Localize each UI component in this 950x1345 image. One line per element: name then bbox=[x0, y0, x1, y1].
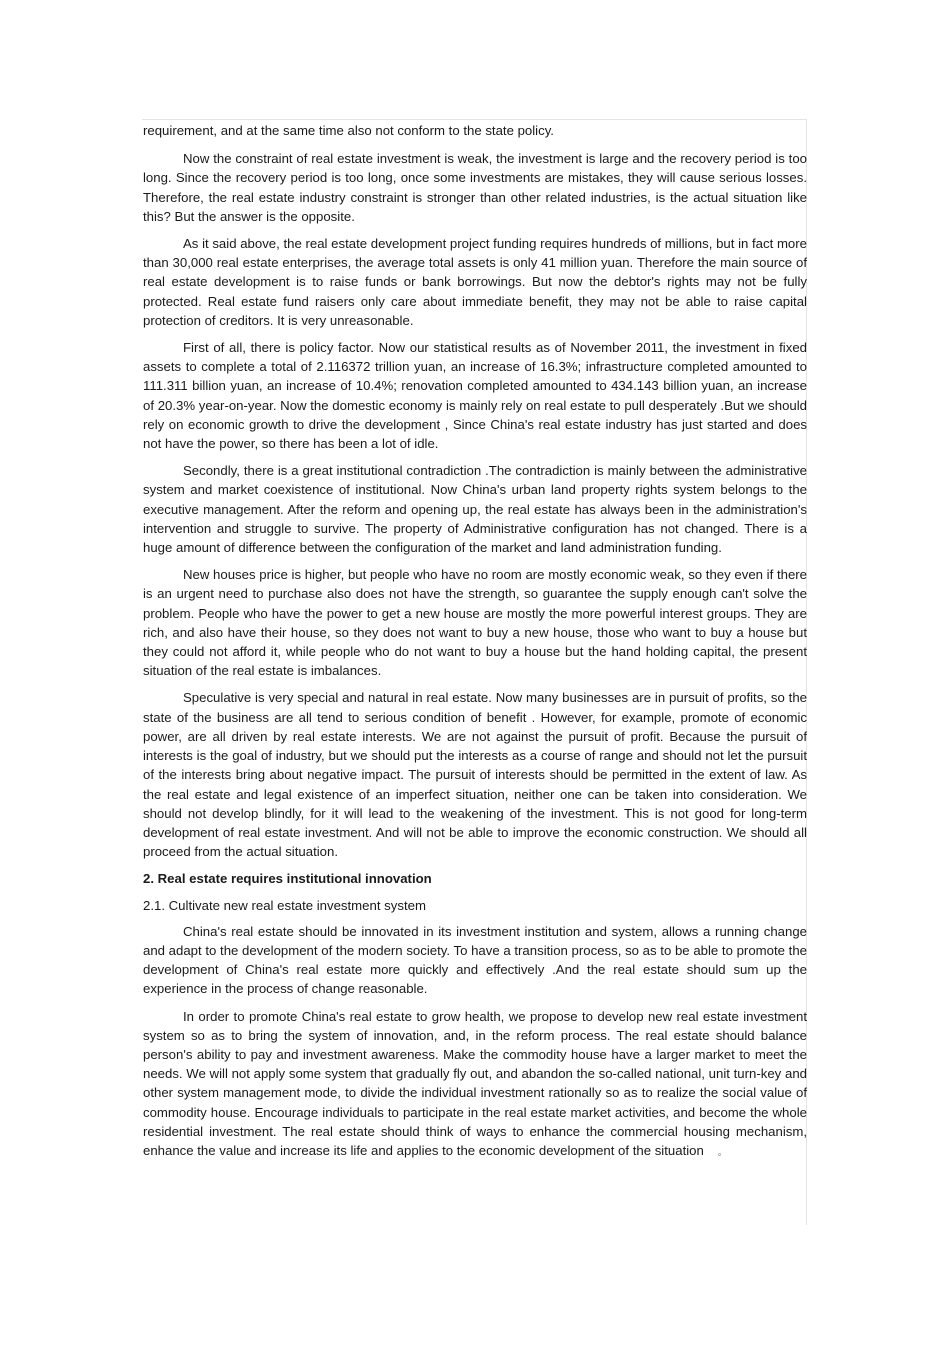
paragraph: Speculative is very special and natural in real estate. Now many businesses are in pursuit of profits, so the state of the business are all tend to serious condition of benefit . However, for example, promote of economic power, are all driven by real estate interests. We are not against the pursuit of profit. Because the pursuit of interests is the goal of industry, but we should put the interests as a course of range and should not let the pursuit of the interests bring about negative impact. The pursuit of interests should be permitted in the extent of law. As the real estate and legal existence of an imperfect situation, neither one can be taken into consideration. We should not develop blindly, for it will lead to the weakening of the investment. This is not good for long-term development of real estate investment. And will not be able to improve the economic construction. We should all proceed from the actual situation. bbox=[143, 690, 807, 860]
section-heading: 2. Real estate requires institutional innovation bbox=[143, 871, 432, 887]
paragraph: Now the constraint of real estate investment is weak, the investment is large and the recovery period is too long. Since the recovery period is too long, once some investments are mistakes, they will cause serious losses. Therefore, the real estate industry constraint is stronger than other related industries, is the actual situation like this? But the answer is the opposite. bbox=[143, 151, 807, 224]
paragraph-text: In order to promote China's real estate to grow health, we propose to develop new real estate investment system so as to bring the system of innovation, and, in the reform process. The real estate should balance person's ability to pay and investment awareness. Make the commodity house have a larger market to meet the needs. We will not apply some system that gradually fly out, and abandon the so-called national, unit turn-key and other system management mode, to divide the individual investment rationally so as to realize the social value of commodity house. Encourage individuals to participate in the real estate market activities, and become the whole residential investment. The real estate should think of ways to enhance the commercial housing mechanism, enhance the value and increase its life and applies to the economic development of the situation bbox=[143, 1008, 807, 1158]
paragraph: First of all, there is policy factor. Now our statistical results as of November 2011, the investment in fixed assets to complete a total of 2.116372 trillion yuan, an increase of 16.3%; infrastructure completed amounted to 111.311 billion yuan, an increase of 10.4%; renovation completed amounted to 434.143 billion yuan, an increase of 20.3% year-on-year. Now the domestic economy is mainly rely on real estate to pull desperately .But we should rely on economic growth to drive the development , Since China's real estate industry has just started and does not have the power, so there has been a lot of idle. bbox=[143, 340, 807, 452]
paragraph: New houses price is higher, but people who have no room are mostly economic weak, so they even if there is an urgent need to purchase also does not have the strength, so guarantee the supply enough can't solve the problem. People who have the power to get a new house are mostly the more powerful interest groups. They are rich, and also have their house, so they does not want to buy a new house, those who want to buy a house but they could not afford it, while people who do not want to buy a house but the hand holding capital, the present situation of the real estate is imbalances. bbox=[143, 567, 807, 679]
end-mark: 。 bbox=[717, 1146, 727, 1157]
subsection-heading: 2.1. Cultivate new real estate investment system bbox=[143, 897, 426, 913]
paragraph: Secondly, there is a great institutional contradiction .The contradiction is mainly between the administrative system and market coexistence of institutional. Now China's urban land property rights system belongs to the executive management. After the reform and opening up, the real estate has always been in the administration's intervention and struggle to survive. The property of Administrative configuration has not changed. There is a huge amount of difference between the configuration of the market and land administration funding. bbox=[143, 463, 807, 556]
document-body bbox=[143, 121, 807, 1170]
paragraph: China's real estate should be innovated in its investment institution and system, allows a running change and adapt to the development of the modern society. To have a transition process, so as to be able to promote the development of China's real estate more quickly and effectively .And the real estate should sum up the experience in the process of change reasonable. bbox=[143, 923, 807, 997]
paragraph: requirement, and at the same time also not conform to the state policy. bbox=[143, 123, 554, 138]
paragraph bbox=[143, 1007, 807, 1163]
paragraph: As it said above, the real estate development project funding requires hundreds of millions, but in fact more than 30,000 real estate enterprises, the average total assets is only 41 million yuan. Therefore the main source of real estate development is to raise funds or bank borrowings. But now the debtor's rights may not be fully protected. Real estate fund raisers only care about immediate benefit, they may not be able to raise capital protection of creditors. It is very unreasonable. bbox=[143, 236, 807, 328]
